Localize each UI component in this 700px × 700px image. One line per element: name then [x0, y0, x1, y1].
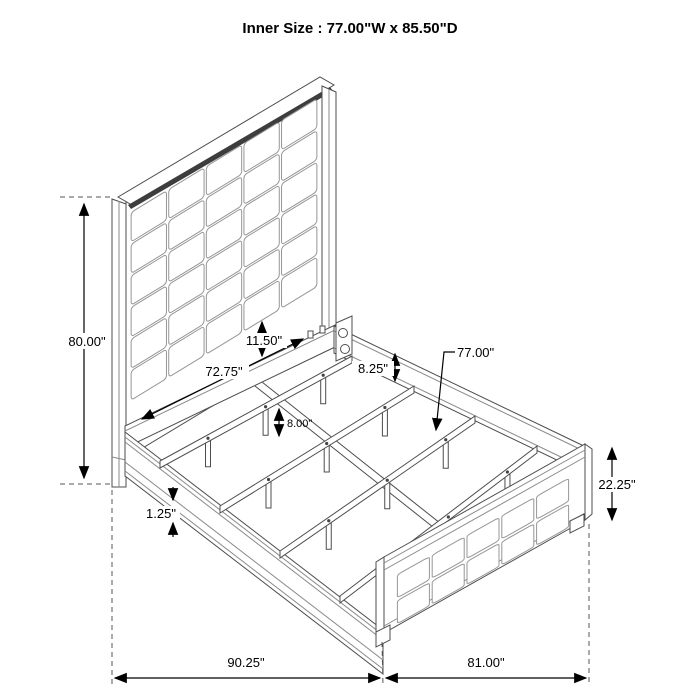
- slat-leg: [385, 483, 390, 509]
- dim-overall-length-label: 90.25": [227, 655, 265, 670]
- screw-dot: [206, 437, 209, 440]
- dim-slat-length-label: 77.00": [457, 345, 495, 360]
- screw-dot: [267, 478, 270, 481]
- slat-leg: [321, 378, 326, 404]
- slat-leg: [206, 441, 211, 467]
- footboard-left-post: [376, 557, 384, 638]
- screw-dot: [325, 442, 328, 445]
- slat-leg: [266, 482, 271, 508]
- screw-dot: [386, 479, 389, 482]
- slat-leg: [382, 410, 387, 436]
- dim-slat-span-label: 72.75": [205, 364, 243, 379]
- rail-bracket: [336, 316, 352, 361]
- slat-leg: [326, 523, 331, 549]
- dim-rail-height-label: 8.25": [358, 361, 388, 376]
- dim-rail-ledge-label: 1.25": [146, 506, 176, 521]
- head-rail-slot: [308, 331, 313, 338]
- dim-footboard-height-label: 22.25": [598, 477, 636, 492]
- slat-leg: [324, 446, 329, 472]
- slat-leg: [263, 409, 268, 435]
- screw-dot: [444, 438, 447, 441]
- screw-dot: [264, 405, 267, 408]
- footboard-right-post: [585, 444, 592, 520]
- dim-panel-gap-label: 11.50": [245, 333, 283, 348]
- dim-leg-height-label: 8.00": [287, 418, 313, 430]
- slat-leg: [443, 442, 448, 468]
- dim-overall-width-label: 81.00": [467, 655, 505, 670]
- diagram-title: Inner Size : 77.00"W x 85.50"D: [242, 20, 458, 37]
- screw-dot: [322, 374, 325, 377]
- screw-dot: [506, 470, 509, 473]
- screw-dot: [383, 406, 386, 409]
- screw-dot: [327, 519, 330, 522]
- screw-dot: [447, 515, 450, 518]
- dim-headboard-height-label: 80.00": [68, 334, 106, 349]
- head-rail-slot: [320, 326, 325, 333]
